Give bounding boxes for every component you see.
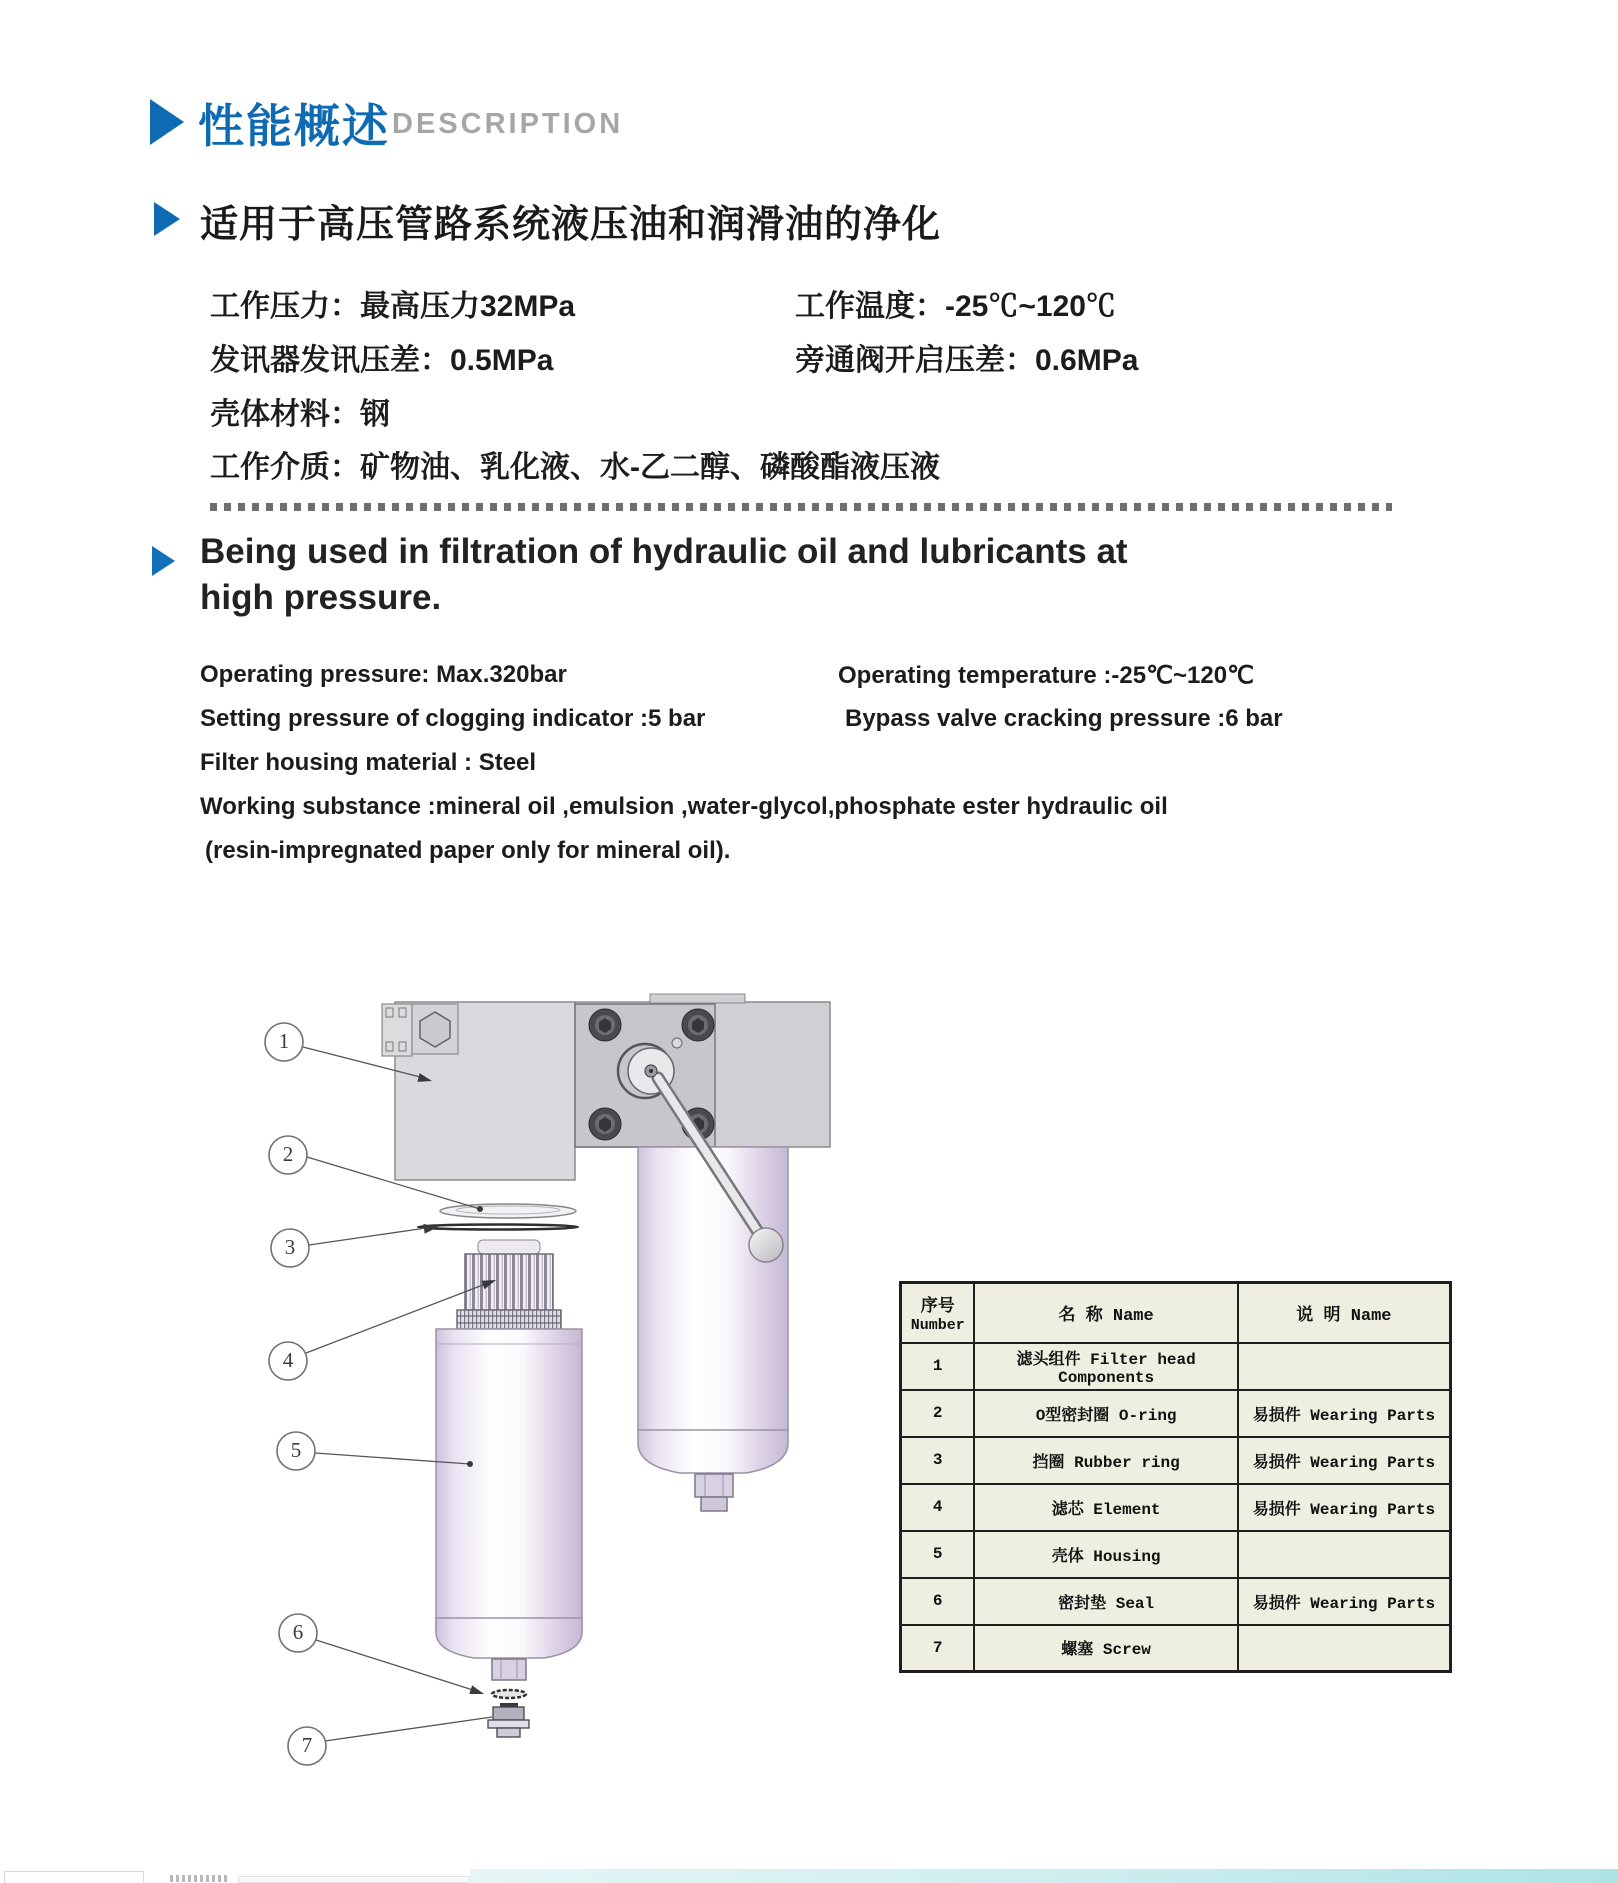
exploded-view-drawing — [230, 975, 850, 1775]
table-row — [901, 1625, 1451, 1672]
headline-zh-arrow-icon — [154, 202, 180, 236]
spec-en-temperature: Operating temperature :-25℃~120℃ — [838, 662, 1255, 689]
row-note: 易损件 Wearing Parts — [1238, 1484, 1451, 1531]
o-ring-drawing — [440, 1204, 576, 1218]
row-number: 2 — [901, 1390, 975, 1437]
table-row — [901, 1343, 1451, 1390]
footer-accent-strip — [470, 1869, 1618, 1883]
callout-6-label: 6 — [292, 1619, 304, 1644]
row-name: 密封垫 Seal — [974, 1578, 1237, 1625]
callout-2-label: 2 — [282, 1141, 294, 1166]
row-number: 3 — [901, 1437, 975, 1484]
row-note — [1238, 1625, 1451, 1672]
parts-table — [899, 1281, 1452, 1673]
section-title-zh: 性能概述 — [198, 100, 390, 152]
spec-zh-bypass: 旁通阀开启压差：0.6MPa — [795, 344, 1139, 377]
spec-zh-media: 工作介质：矿物油、乳化液、水-乙二醇、磷酸酯液压液 — [210, 451, 940, 484]
spec-en-media-note: (resin-impregnated paper only for mineral oil). — [205, 837, 731, 864]
headline-zh: 适用于高压管路系统液压油和润滑油的净化 — [200, 204, 942, 246]
spec-zh-material: 壳体材料：钢 — [210, 398, 390, 431]
spec-en-material: Filter housing material : Steel — [200, 749, 537, 776]
table-row — [901, 1484, 1451, 1531]
callout-5-label: 5 — [290, 1437, 302, 1462]
row-name: 螺塞 Screw — [974, 1625, 1237, 1672]
table-row — [901, 1390, 1451, 1437]
callout-2 — [269, 1136, 307, 1174]
spec-zh-pressure: 工作压力：最高压力32MPa — [210, 290, 576, 323]
callout-3 — [271, 1229, 309, 1267]
footer-fragment-line — [238, 1876, 470, 1883]
row-note: 易损件 Wearing Parts — [1238, 1390, 1451, 1437]
spec-en-bypass: Bypass valve cracking pressure :6 bar — [845, 705, 1283, 732]
spec-zh-indicator: 发讯器发讯压差：0.5MPa — [210, 344, 554, 377]
row-name: O型密封圈 O-ring — [974, 1390, 1237, 1437]
row-name: 壳体 Housing — [974, 1531, 1237, 1578]
table-row — [901, 1531, 1451, 1578]
row-name: 滤芯 Element — [974, 1484, 1237, 1531]
spec-en-pressure: Operating pressure: Max.320bar — [200, 661, 567, 688]
callout-4-label: 4 — [282, 1347, 294, 1372]
rubber-ring-drawing — [418, 1225, 578, 1230]
section-title-en: DESCRIPTION — [392, 108, 624, 140]
housing-drawing — [436, 1329, 582, 1680]
seal-drawing — [492, 1690, 526, 1698]
callout-balloons — [265, 1023, 326, 1765]
headline-en-arrow-icon — [152, 546, 175, 576]
col-number-header-zh: 序号 — [920, 1298, 955, 1318]
footer-fragment-box — [4, 1871, 144, 1883]
row-number: 7 — [901, 1625, 975, 1672]
row-name: 滤头组件 Filter head Components — [974, 1343, 1237, 1390]
screw-drawing — [488, 1703, 529, 1737]
headline-en-line1: Being used in filtration of hydraulic oil and lubricants at — [200, 532, 1128, 571]
callout-4 — [269, 1342, 307, 1380]
col-note-header: 说 明 Name — [1238, 1283, 1451, 1343]
table-row — [901, 1578, 1451, 1625]
col-number-header — [901, 1283, 975, 1343]
spec-en-media: Working substance :mineral oil ,emulsion ,water-glycol,phosphate ester hydraulic oil — [200, 793, 1168, 820]
callout-1 — [265, 1023, 303, 1061]
callout-1-label: 1 — [278, 1028, 290, 1053]
row-name: 挡圈 Rubber ring — [974, 1437, 1237, 1484]
callout-5 — [277, 1432, 315, 1470]
row-note — [1238, 1343, 1451, 1390]
spec-zh-temperature: 工作温度：-25℃~120℃ — [795, 290, 1116, 323]
row-number: 6 — [901, 1578, 975, 1625]
footer-fragment-text — [170, 1875, 228, 1882]
col-name-header: 名 称 Name — [974, 1283, 1237, 1343]
row-note — [1238, 1531, 1451, 1578]
table-row — [901, 1437, 1451, 1484]
parts-table-header-row — [901, 1283, 1451, 1343]
row-number: 1 — [901, 1343, 975, 1390]
row-number: 4 — [901, 1484, 975, 1531]
headline-en-line2: high pressure. — [200, 578, 442, 617]
callout-7-label: 7 — [301, 1732, 313, 1757]
assembled-bowl-drawing — [638, 1147, 788, 1511]
element-drawing — [457, 1240, 561, 1329]
row-note: 易损件 Wearing Parts — [1238, 1437, 1451, 1484]
row-note: 易损件 Wearing Parts — [1238, 1578, 1451, 1625]
col-number-header-en: Number — [910, 1317, 965, 1335]
callout-3-label: 3 — [284, 1234, 296, 1259]
headline-en — [200, 529, 1128, 621]
spec-en-indicator: Setting pressure of clogging indicator :5 bar — [200, 705, 706, 732]
callout-6 — [279, 1614, 317, 1652]
row-number: 5 — [901, 1531, 975, 1578]
dotted-divider — [210, 503, 1392, 511]
section-arrow-icon — [150, 99, 184, 145]
callout-7 — [288, 1727, 326, 1765]
